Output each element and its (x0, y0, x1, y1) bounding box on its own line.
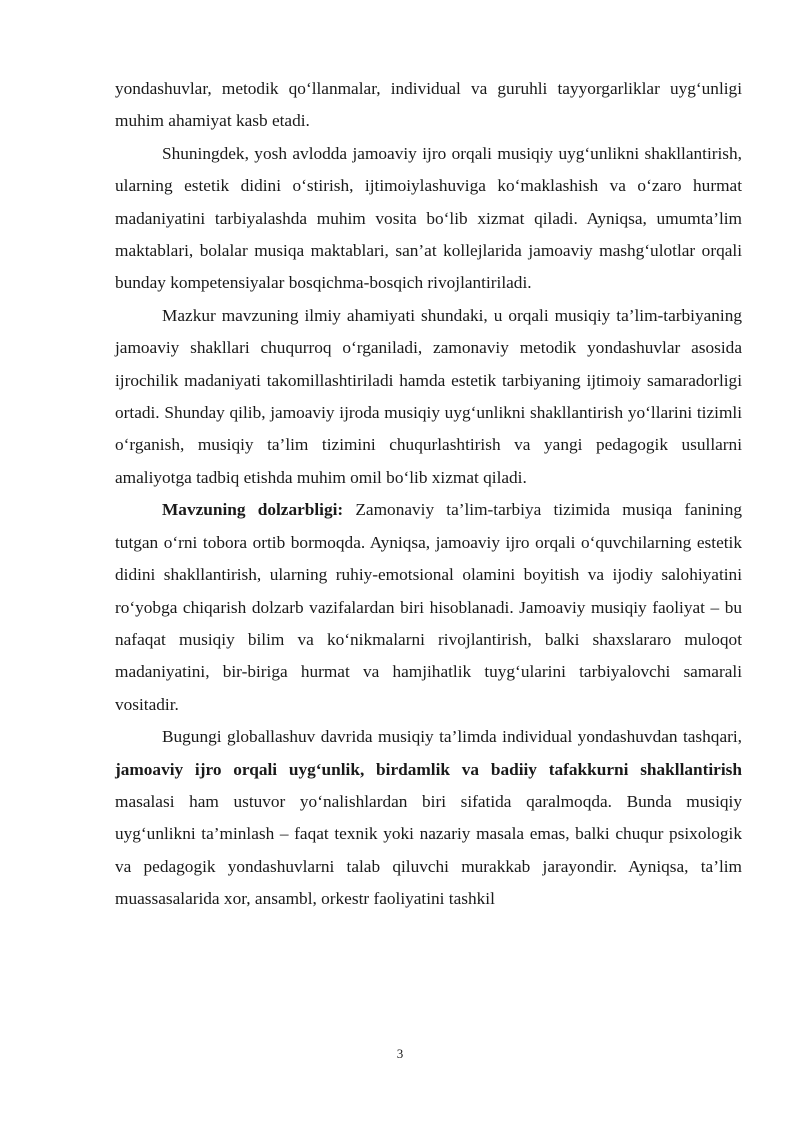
page-number: 3 (396, 1046, 404, 1061)
paragraph-5-emphasis: jamoaviy ijro orqali uyg‘unlik, birdamlik va badiiy tafakkurni shakllantirish (115, 759, 742, 779)
section-heading-relevance: Mavzuning dolzarbligi: (162, 500, 344, 520)
body-text (115, 73, 742, 916)
paragraph-4 (115, 494, 742, 721)
paragraph-5-text-after: masalasi ham ustuvor yo‘nalishlardan biri sifatida qaralmoqda. Bunda musiqiy uyg‘unlikni ta’minlash – faqat texnik yoki nazariy masala emas, balki chuqur psixologik va pedagogik yondashuvlarni talab qiluvchi murakkab jarayondir. Ayniqsa, ta’lim muassasalarida xor, ansambl, orkestr faoliyatini tashkil (115, 791, 742, 909)
paragraph-2: Shuningdek, yosh avlodda jamoaviy ijro orqali musiqiy uyg‘unlikni shakllantirish, ularning estetik didini o‘stirish, ijtimoiylashuviga ko‘maklashish va o‘zaro hurmat madaniyatini tarbiyalashda muhim vosita bo‘lib xizmat qiladi. Ayniqsa, umumta’lim maktablari, bolalar musiqa maktablari, san’at kollejlarida jamoaviy mashg‘ulotlar orqali bunday kompetensiyalar bosqichma-bosqich rivojlantiriladi. (115, 143, 742, 293)
paragraph-1: yondashuvlar, metodik qo‘llanmalar, individual va guruhli tayyorgarliklar uyg‘unligi muhim ahamiyat kasb etadi. (115, 79, 742, 131)
paragraph-4-text: Zamonaviy ta’lim-tarbiya tizimida musiqa fanining tutgan o‘rni tobora ortib bormoqda. Ayniqsa, jamoaviy ijro orqali o‘quvchilarning estetik didini shakllantirish, ularning ruhiy-emotsional olamini boyitish va ijodiy salohiyatini ro‘yobga chiqarish dolzarb vazifalardan biri hisoblanadi. Jamoaviy musiqiy faoliyat – bu nafaqat musiqiy bilim va ko‘nikmalarni rivojlantirish, balki shaxslararo muloqot madaniyatini, bir-biriga hurmat va hamjihatlik tuyg‘ularini tarbiyalovchi samarali vositadir. (115, 500, 742, 714)
paragraph-3: Mazkur mavzuning ilmiy ahamiyati shundaki, u orqali musiqiy ta’lim-tarbiyaning jamoaviy shakllari chuqurroq o‘rganiladi, zamonaviy metodik yondashuvlar asosida ijrochilik madaniyati takomillashtiriladi hamda estetik tarbiyaning ijtimoiy samaradorligi ortadi. Shunday qilib, jamoaviy ijroda musiqiy uyg‘unlikni shakllantirish yo‘llarini tizimli o‘rganish, musiqiy ta’lim tizimini chuqurlashtirish va yangi pedagogik usullarni amaliyotga tadbiq etishda muhim omil bo‘lib xizmat qiladi. (115, 305, 742, 487)
paragraph-5-text-before: Bugungi globallashuv davrida musiqiy ta’limda individual yondashuvdan tashqari, (162, 727, 742, 747)
paragraph-5 (115, 721, 742, 915)
